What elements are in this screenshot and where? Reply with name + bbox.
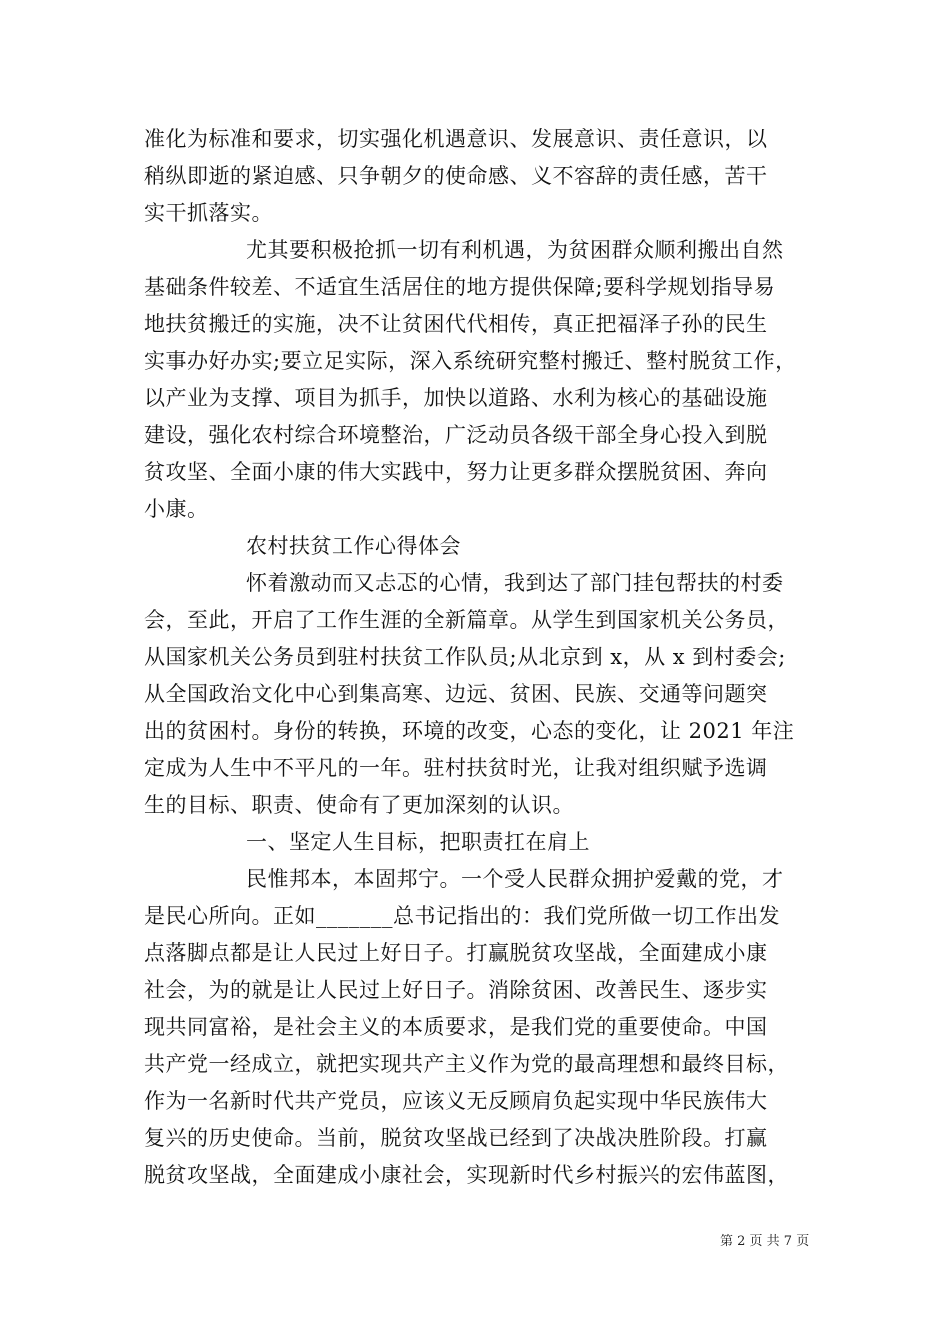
text-line: 准化为标准和要求，切实强化机遇意识、发展意识、责任意识，以 (144, 127, 768, 151)
text-line: 贫攻坚、全面小康的伟大实践中，努力让更多群众摆脱贫困、奔向 (144, 460, 768, 484)
text-line: 实干抓落实。 (144, 201, 273, 225)
text-line: 从全国政治文化中心到集高寒、边远、贫困、民族、交通等问题突 (144, 682, 768, 706)
text-line: 以产业为支撑、项目为抓手，加快以道路、水利为核心的基础设施 (144, 386, 768, 410)
text-line: 作为一名新时代共产党员，应该义无反顾肩负起实现中华民族伟大 (144, 1089, 768, 1113)
text-line: 共产党一经成立，就把实现共产主义作为党的最高理想和最终目标， (144, 1052, 789, 1076)
section-heading: 一、坚定人生目标，把职责扛在肩上 (246, 830, 590, 854)
text-line: 出的贫困村。身份的转换，环境的改变，心态的变化，让 2021 年注 (144, 719, 795, 743)
text-line: 从国家机关公务员到驻村扶贫工作队员;从北京到 x，从 x 到村委会; (144, 645, 786, 669)
section-heading: 农村扶贫工作心得体会 (246, 534, 461, 558)
text-line: 尤其要积极抢抓一切有利机遇，为贫困群众顺利搬出自然 (246, 238, 784, 262)
text-line: 点落脚点都是让人民过上好日子。打赢脱贫攻坚战，全面建成小康 (144, 941, 768, 965)
text-line: 复兴的历史使命。当前，脱贫攻坚战已经到了决战决胜阶段。打赢 (144, 1126, 768, 1150)
text-line: 小康。 (144, 497, 209, 521)
text-line: 脱贫攻坚战，全面建成小康社会，实现新时代乡村振兴的宏伟蓝图， (144, 1163, 789, 1187)
text-line: 地扶贫搬迁的实施，决不让贫困代代相传，真正把福泽子孙的民生 (144, 312, 768, 336)
text-line: 稍纵即逝的紧迫感、只争朝夕的使命感、义不容辞的责任感，苦干 (144, 164, 768, 188)
text-line: 是民心所向。正如_______总书记指出的：我们党所做一切工作出发 (144, 904, 780, 928)
text-line: 社会，为的就是让人民过上好日子。消除贫困、改善民生、逐步实 (144, 978, 768, 1002)
text-line: 民惟邦本，本固邦宁。一个受人民群众拥护爱戴的党，才 (246, 867, 784, 891)
text-line: 现共同富裕，是社会主义的本质要求，是我们党的重要使命。中国 (144, 1015, 768, 1039)
text-line: 建设，强化农村综合环境整治，广泛动员各级干部全身心投入到脱 (144, 423, 768, 447)
text-line: 生的目标、职责、使命有了更加深刻的认识。 (144, 793, 574, 817)
text-line: 定成为人生中不平凡的一年。驻村扶贫时光，让我对组织赋予选调 (144, 756, 768, 780)
page-number: 第 2 页 共 7 页 (720, 1234, 810, 1249)
text-line: 怀着激动而又忐忑的心情，我到达了部门挂包帮扶的村委 (246, 571, 784, 595)
text-line: 实事办好办实;要立足实际，深入系统研究整村搬迁、整村脱贫工作， (144, 349, 797, 373)
text-line: 会，至此，开启了工作生涯的全新篇章。从学生到国家机关公务员， (144, 608, 789, 632)
text-line: 基础条件较差、不适宜生活居住的地方提供保障;要科学规划指导易 (144, 275, 776, 299)
